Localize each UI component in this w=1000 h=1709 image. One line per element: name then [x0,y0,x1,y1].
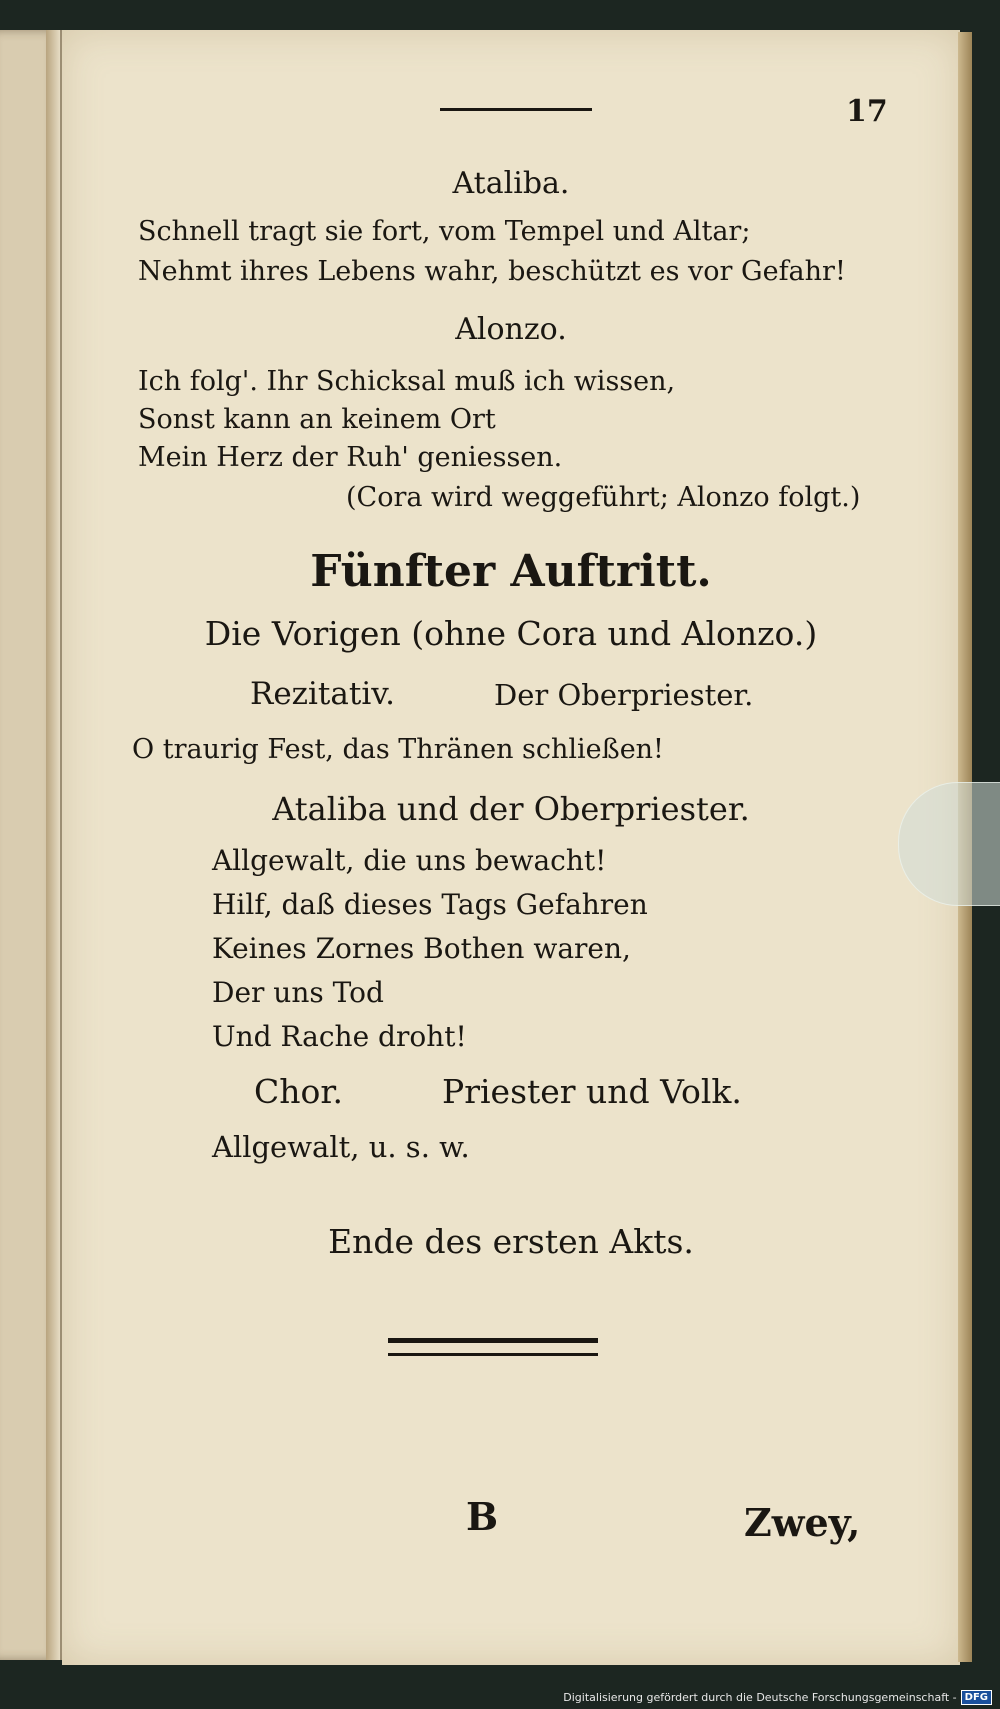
duet-heading: Ataliba und der Oberpriester. [272,790,750,828]
act-end: Ende des ersten Akts. [328,1222,694,1261]
verse-line: Schnell tragt sie fort, vom Tempel und Altar; [138,216,751,247]
chorus-label: Chor. [254,1072,344,1111]
speaker-ataliba: Ataliba. [452,166,570,201]
verse-line: Keines Zornes Bothen waren, [212,932,631,965]
recitative-line: O traurig Fest, das Thränen schließen! [132,734,664,765]
verse-line: Nehmt ihres Lebens wahr, beschützt es vor Gefahr! [138,256,846,287]
signature-mark: B [466,1494,499,1539]
scene-heading: Fünfter Auftritt. [310,546,712,597]
chorus-voices: Priester und Volk. [442,1072,742,1111]
closing-rule-bottom [388,1353,598,1356]
scene-cast: Die Vorigen (ohne Cora und Alonzo.) [204,614,818,653]
page-number: 17 [846,94,888,129]
chorus-line: Allgewalt, u. s. w. [212,1130,470,1164]
recitative-speaker: Der Oberpriester. [494,678,754,712]
stage-direction: (Cora wird weggeführt; Alonzo folgt.) [346,482,861,513]
book-gutter [46,30,60,1660]
dfg-logo: DFG [961,1690,992,1705]
verse-line: Hilf, daß dieses Tags Gefahren [212,888,648,921]
catchword: Zwey, [744,1500,861,1545]
credit-text: Digitalisierung gefördert durch die Deutsche Forschungsgemeinschaft - [563,1691,957,1704]
verse-line: Und Rache droht! [212,1020,467,1053]
speaker-alonzo: Alonzo. [455,312,567,347]
digitization-credit [563,1690,992,1705]
verse-line: Sonst kann an keinem Ort [138,404,496,435]
recitative-label: Rezitativ. [250,676,395,712]
closing-rule-top [388,1338,598,1343]
verse-line: Ich folg'. Ihr Schicksal muß ich wissen, [138,366,676,397]
verse-line: Der uns Tod [212,976,384,1009]
verse-line: Allgewalt, die uns bewacht! [212,844,607,877]
verse-line: Mein Herz der Ruh' geniessen. [138,442,563,473]
header-rule [440,108,592,111]
